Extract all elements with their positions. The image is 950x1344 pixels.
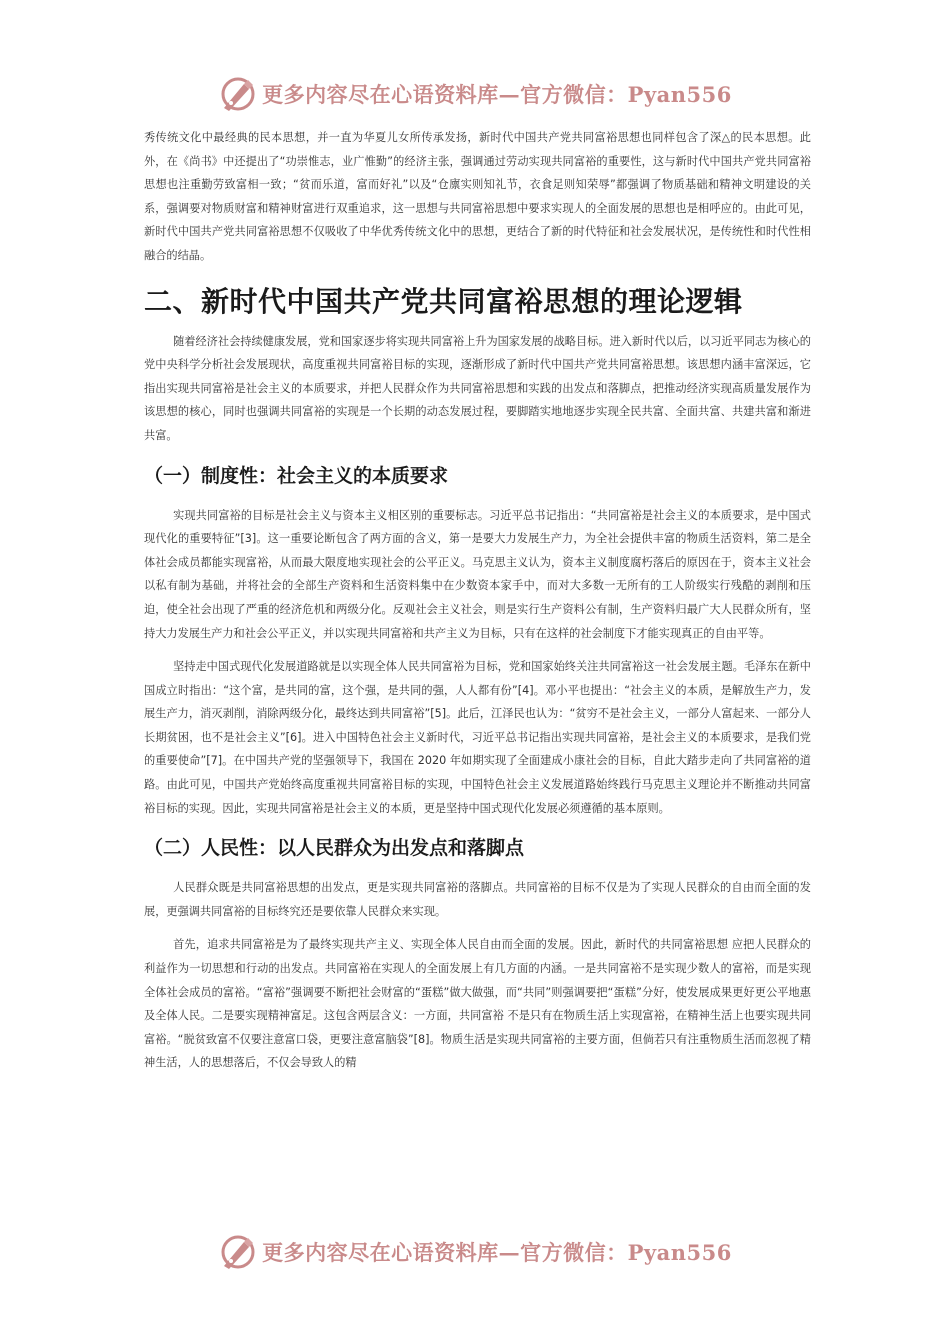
banner-text: 更多内容尽在心语资料库—官方微信：Pyan556 xyxy=(262,1240,732,1265)
article-body xyxy=(144,126,811,1075)
subsection-1-paragraph-a: 实现共同富裕的目标是社会主义与资本主义相区别的重要标志。习近平总书记指出：“共同富裕是社会主义的本质要求，是中国式现代化的重要特征”[3]。这一重要论断包含了两方面的含义，第一是要大力发展生产力，为全社会提供丰富的物质生活资料，第二是全体社会成员都能实现富裕，从而最大限度地实现社会的公平正义。马克思主义认为，资本主义制度腐朽落后的原因在于，资本主义社会以私有制为基础，并将社会的全部生产资料和生活资料集中在少数资本家手中，而对大多数一无所有的工人阶级实行残酷的剥削和压迫，使全社会出现了严重的经济危机和两级分化。反观社会主义社会，则是实行生产资料公有制，生产资料归最广大人民群众所有，坚持大力发展生产力和社会公平正义，并以实现共同富裕和共产主义为目标，只有在这样的社会制度下才能实现真正的自由平等。 xyxy=(144,508,811,640)
subsection-2-paragraph-b: 首先，追求共同富裕是为了最终实现共产主义、实现全体人民自由而全面的发展。因此，新时代的共同富裕思想 应把人民群众的利益作为一切思想和行动的出发点。共同富裕在实现人的全面发展上有几方面的内涵。一是共同富裕不是实现少数人的富裕，而是实现全体社会成员的富裕。“富裕”强调要不断把社会财富的“蛋糕”做大做强，而“共同”则强调要把“蛋糕”分好，使发展成果更好更公平地惠及全体人民。二是要实现精神富足。这包含两层含义：一方面，共同富裕 不是只有在物质生活上实现富裕，在精神生活上也要实现共同富裕。“脱贫致富不仅要注意富口袋，更要注意富脑袋”[8]。物质生活是实现共同富裕的主要方面，但倘若只有注重物质生活而忽视了精神生活，人的思想落后，不仅会导致人的精 xyxy=(144,938,811,1070)
intro-paragraph: 秀传统文化中最经典的民本思想，并一直为华夏儿女所传承发扬，新时代中国共产党共同富裕思想也同样包含了深△的民本思想。此外，在《尚书》中还提出了“功崇惟志，业广惟勤”的经济主张，强调通过劳动实现共同富裕的重要性，这与新时代中国共产党共同富裕思想也注重勤劳致富相一致；“贫而乐道，富而好礼”以及“仓廪实则知礼节，衣食足则知荣辱”都强调了物质基础和精神文明建设的关系，强调要对物质财富和精神财富进行双重追求，这一思想与共同富裕思想中要求实现人的全面发展的思想也是相呼应的。由此可见，新时代中国共产党共同富裕思想不仅吸收了中华优秀传统文化中的思想，更结合了新的时代特征和社会发展状况，是传统性和时代性相融合的结晶。 xyxy=(144,131,811,262)
section-2-paragraph: 随着经济社会持续健康发展，党和国家逐步将实现共同富裕上升为国家发展的战略目标。进入新时代以后，以习近平同志为核心的党中央科学分析社会发展现状，高度重视共同富裕目标的实现，逐渐形成了新时代中国共产党共同富裕思想。该思想内涵丰富深远，它指出实现共同富裕是社会主义的本质要求，并把人民群众作为共同富裕思想和实践的出发点和落脚点，把推动经济实现高质量发展作为该思想的核心，同时也强调共同富裕的实现是一个长期的动态发展过程，要脚踏实地地逐步实现全民共富、全面共富、共建共富和渐进共富。 xyxy=(144,334,811,442)
section-2-heading: 二、新时代中国共产党共同富裕思想的理论逻辑 xyxy=(144,284,743,318)
subsection-2-paragraph-a: 人民群众既是共同富裕思想的出发点，更是实现共同富裕的落脚点。共同富裕的目标不仅是为了实现人民群众的自由而全面的发展，更强调共同富裕的目标终究还是要依靠人民群众来实现。 xyxy=(144,881,811,918)
footer-banner xyxy=(0,1230,950,1274)
banner-text: 更多内容尽在心语资料库—官方微信：Pyan556 xyxy=(262,82,732,107)
pen-logo-icon xyxy=(218,74,258,114)
pen-logo-icon xyxy=(218,1232,258,1272)
header-banner xyxy=(0,72,950,116)
subsection-2-heading: （二）人民性：以人民群众为出发点和落脚点 xyxy=(144,837,525,860)
subsection-1-heading: （一）制度性：社会主义的本质要求 xyxy=(144,464,449,487)
subsection-1-paragraph-b: 坚持走中国式现代化发展道路就是以实现全体人民共同富裕为目标，党和国家始终关注共同富裕这一社会发展主题。毛泽东在新中国成立时指出：“这个富，是共同的富，这个强，是共同的强，人人都有份”[4]。邓小平也提出：“社会主义的本质，是解放生产力，发展生产力，消灭剥削，消除两级分化，最终达到共同富裕”[5]。此后，江泽民也认为：“贫穷不是社会主义，一部分人富起来、一部分人长期贫困，也不是社会主义”[6]。进入中国特色社会主义新时代，习近平总书记指出实现共同富裕，是社会主义的本质要求，是我们党的重要使命”[7]。在中国共产党的坚强领导下，我国在 2020 年如期实现了全面建成小康社会的目标，自此大踏步走向了共同富裕的道路。由此可见，中国共产党始终高度重视共同富裕目标的实现，中国特色社会主义发展道路始终践行马克思主义理论并不断推动共同富裕目标的实现。因此，实现共同富裕是社会主义的本质，更是坚持中国式现代化发展必须遵循的基本原则。 xyxy=(144,660,811,815)
